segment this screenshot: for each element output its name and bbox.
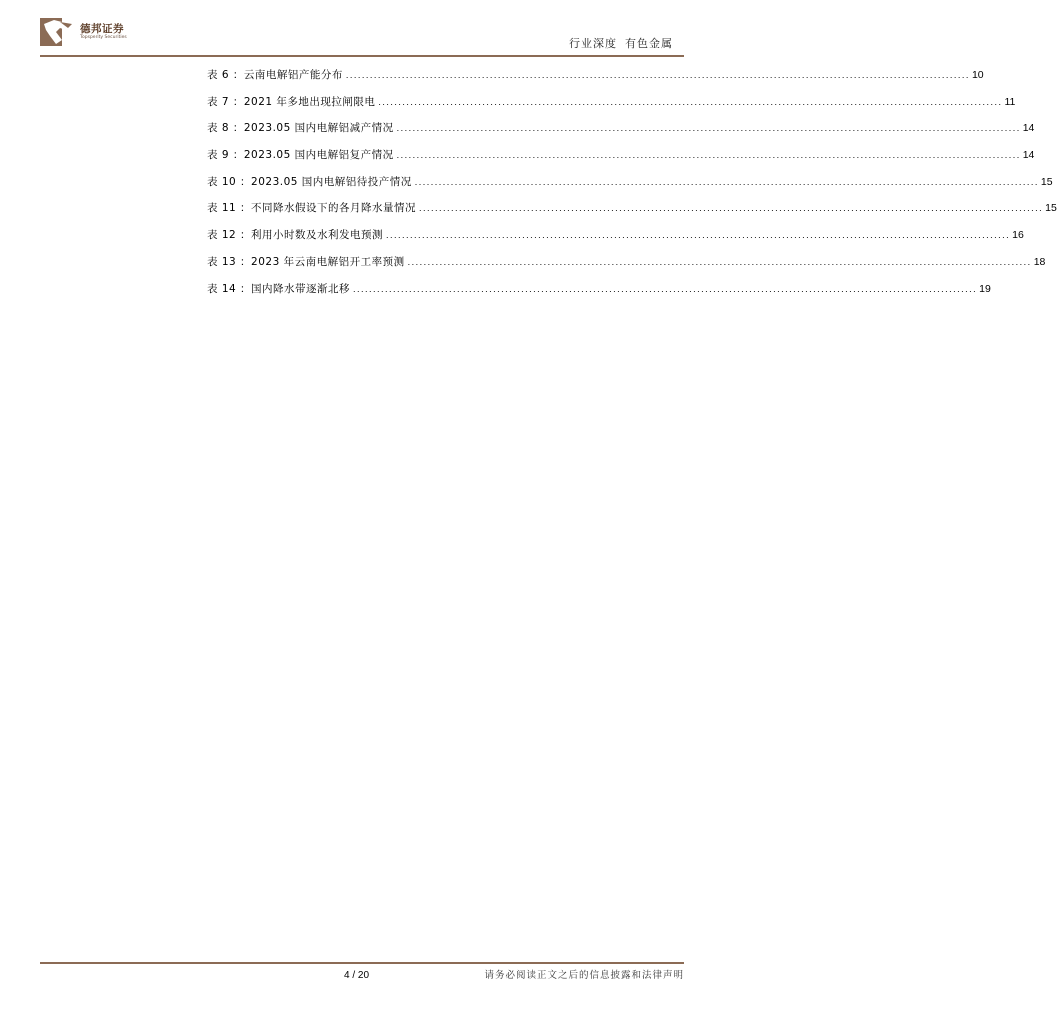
toc-entry[interactable] [207,173,1053,200]
report-category [569,37,673,51]
toc-entry-page: 18 [1033,255,1046,268]
company-logo-icon [40,16,74,48]
toc-entry-page: 14 [1022,122,1035,135]
toc-entry-label: 表 12 ：利用小时数及水利发电预测 [207,229,384,242]
report-type: 行业深度 [569,37,617,50]
toc-entry-page: 11 [1004,95,1016,108]
toc-leader-dots: ............................................................................................................................................................ [396,150,1021,161]
header-divider [40,55,684,57]
toc-entry[interactable] [207,119,1035,146]
toc-leader-dots: ............................................................................................................................................................ [345,70,970,80]
toc-entry[interactable] [207,280,991,307]
sector-name: 有色金属 [625,37,673,50]
company-logo [40,16,127,48]
toc-entry-page: 15 [1045,202,1057,215]
legal-disclaimer: 请务必阅读正文之后的信息披露和法律声明 [484,970,684,981]
toc-entry-page: 10 [971,69,984,81]
toc-entry-page: 14 [1022,149,1035,162]
toc-leader-dots: ............................................................................................................................................................ [419,203,1044,214]
toc-entry[interactable] [207,93,1016,120]
toc-entry[interactable] [207,226,1024,253]
company-name: 德邦证券 [80,23,124,35]
page-indicator: 4 / 20 [344,970,370,981]
toc-entry-page: 19 [979,282,991,295]
toc-leader-dots: ............................................................................................................................................................ [396,123,1021,134]
toc-entry[interactable] [207,66,984,93]
toc-entry-label: 表 13 ：2023 年云南电解铝开工率预测 [207,255,405,268]
toc-entry-label: 表 10 ：2023.05 国内电解铝待投产情况 [207,175,412,188]
toc-entry[interactable] [207,146,1035,173]
toc-leader-dots: ............................................................................................................................................................ [407,256,1032,267]
toc-entry-page: 16 [1012,229,1024,242]
toc-leader-dots: ............................................................................................................................................................ [353,283,978,294]
toc-entry-label: 表 14 ：国内降水带逐渐北移 [207,282,351,295]
company-name-en: Topsperity Securities [80,35,127,40]
toc-entry[interactable] [207,199,1057,226]
toc-leader-dots: ............................................................................................................................................................ [378,96,1003,107]
toc-entry[interactable] [207,253,1046,280]
footer-divider [40,962,684,964]
toc-leader-dots: ............................................................................................................................................................ [386,230,1011,241]
toc-entry-label: 表 11 ：不同降水假设下的各月降水量情况 [207,202,417,215]
table-of-tables [207,66,1057,306]
toc-entry-page: 15 [1040,175,1053,188]
toc-entry-label: 表 6 ：云南电解铝产能分布 [207,69,343,81]
toc-entry-label: 表 9 ：2023.05 国内电解铝复产情况 [207,149,394,162]
toc-entry-label: 表 8 ：2023.05 国内电解铝减产情况 [207,122,394,135]
toc-entry-label: 表 7 ：2021 年多地出现拉闸限电 [207,95,376,108]
toc-leader-dots: ............................................................................................................................................................ [414,176,1039,187]
